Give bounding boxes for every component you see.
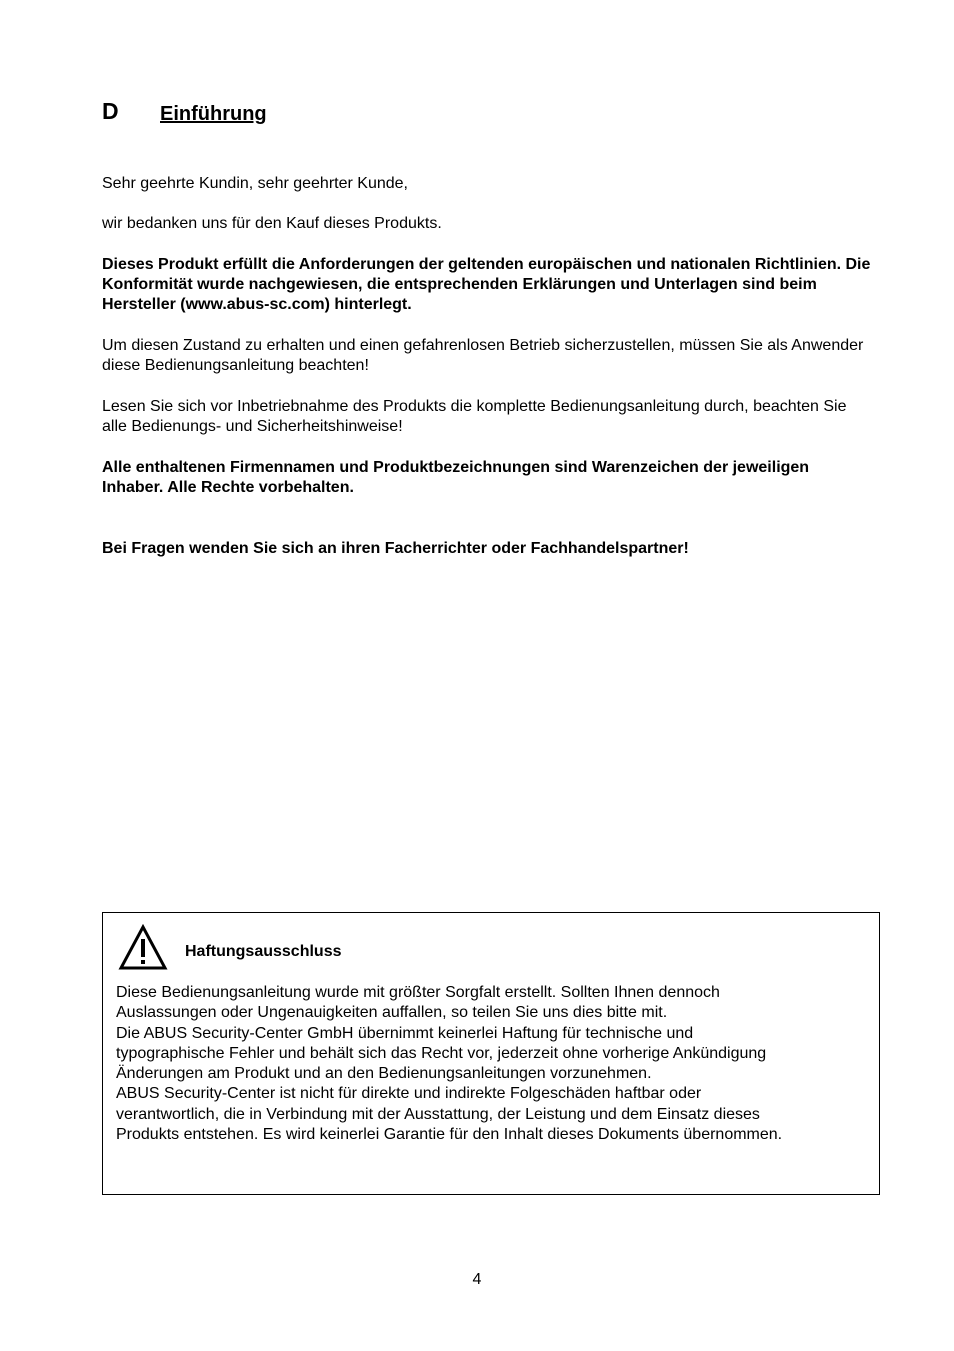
disclaimer-line: Produkts entstehen. Es wird keinerlei Garantie für den Inhalt dieses Dokuments übernommen. xyxy=(116,1126,783,1144)
disclaimer-line: Diese Bedienungsanleitung wurde mit größter Sorgfalt erstellt. Sollten Ihnen dennoch xyxy=(116,984,720,1001)
warning-triangle-icon xyxy=(118,924,168,970)
disclaimer-line: typographische Fehler und behält sich das Recht vor, jederzeit ohne vorherige Ankündigung xyxy=(116,1044,767,1062)
questions-text: Bei Fragen wenden Sie sich an ihren Facherrichter oder Fachhandelspartner! xyxy=(102,540,689,557)
salutation-text: Sehr geehrte Kundin, sehr geehrter Kunde, xyxy=(102,175,408,192)
section-language-code: D xyxy=(102,98,119,124)
page-number: 4 xyxy=(472,1271,482,1288)
disclaimer-line: Die ABUS Security-Center GmbH übernimmt keinerlei Haftung für technische und xyxy=(116,1024,694,1042)
page-title: Einführung xyxy=(160,103,267,125)
disclaimer-line: verantwortlich, die in Verbindung mit der Ausstattung, der Leistung und dem Einsatz dieses xyxy=(116,1105,760,1123)
read-manual-text: Lesen Sie sich vor Inbetriebnahme des Produkts die komplette Bedienungsanleitung durch, beachten Sie alle Bedienungs- und Sicherheitshinweise! xyxy=(102,398,847,435)
disclaimer-line: Auslassungen oder Ungenauigkeiten auffallen, so teilen Sie uns dies bitte mit. xyxy=(116,1004,668,1022)
disclaimer-text xyxy=(116,983,866,1145)
instructions-text: Um diesen Zustand zu erhalten und einen gefahrenlosen Betrieb sicherzustellen, müssen Sie als Anwender diese Bedienungsanleitung beachten! xyxy=(102,337,864,374)
disclaimer-title: Haftungsausschluss xyxy=(185,943,342,960)
disclaimer-line: Änderungen am Produkt und an den Bedienungsanleitungen vorzunehmen. xyxy=(116,1065,652,1083)
thanks-text: wir bedanken uns für den Kauf dieses Produkts. xyxy=(102,215,442,232)
conformity-text: Dieses Produkt erfüllt die Anforderungen der geltenden europäischen und nationalen Richtlinien. Die Konformität wurde nachgewiesen, die entsprechenden Erklärungen und Unterlagen sind beim Hersteller (www.abus-sc.com) hinterlegt. xyxy=(102,256,871,313)
disclaimer-line: ABUS Security-Center ist nicht für direkte und indirekte Folgeschäden haftbar oder xyxy=(116,1085,702,1103)
trademarks-text: Alle enthaltenen Firmennamen und Produktbezeichnungen sind Warenzeichen der jeweiligen Inhaber. Alle Rechte vorbehalten. xyxy=(102,459,810,496)
